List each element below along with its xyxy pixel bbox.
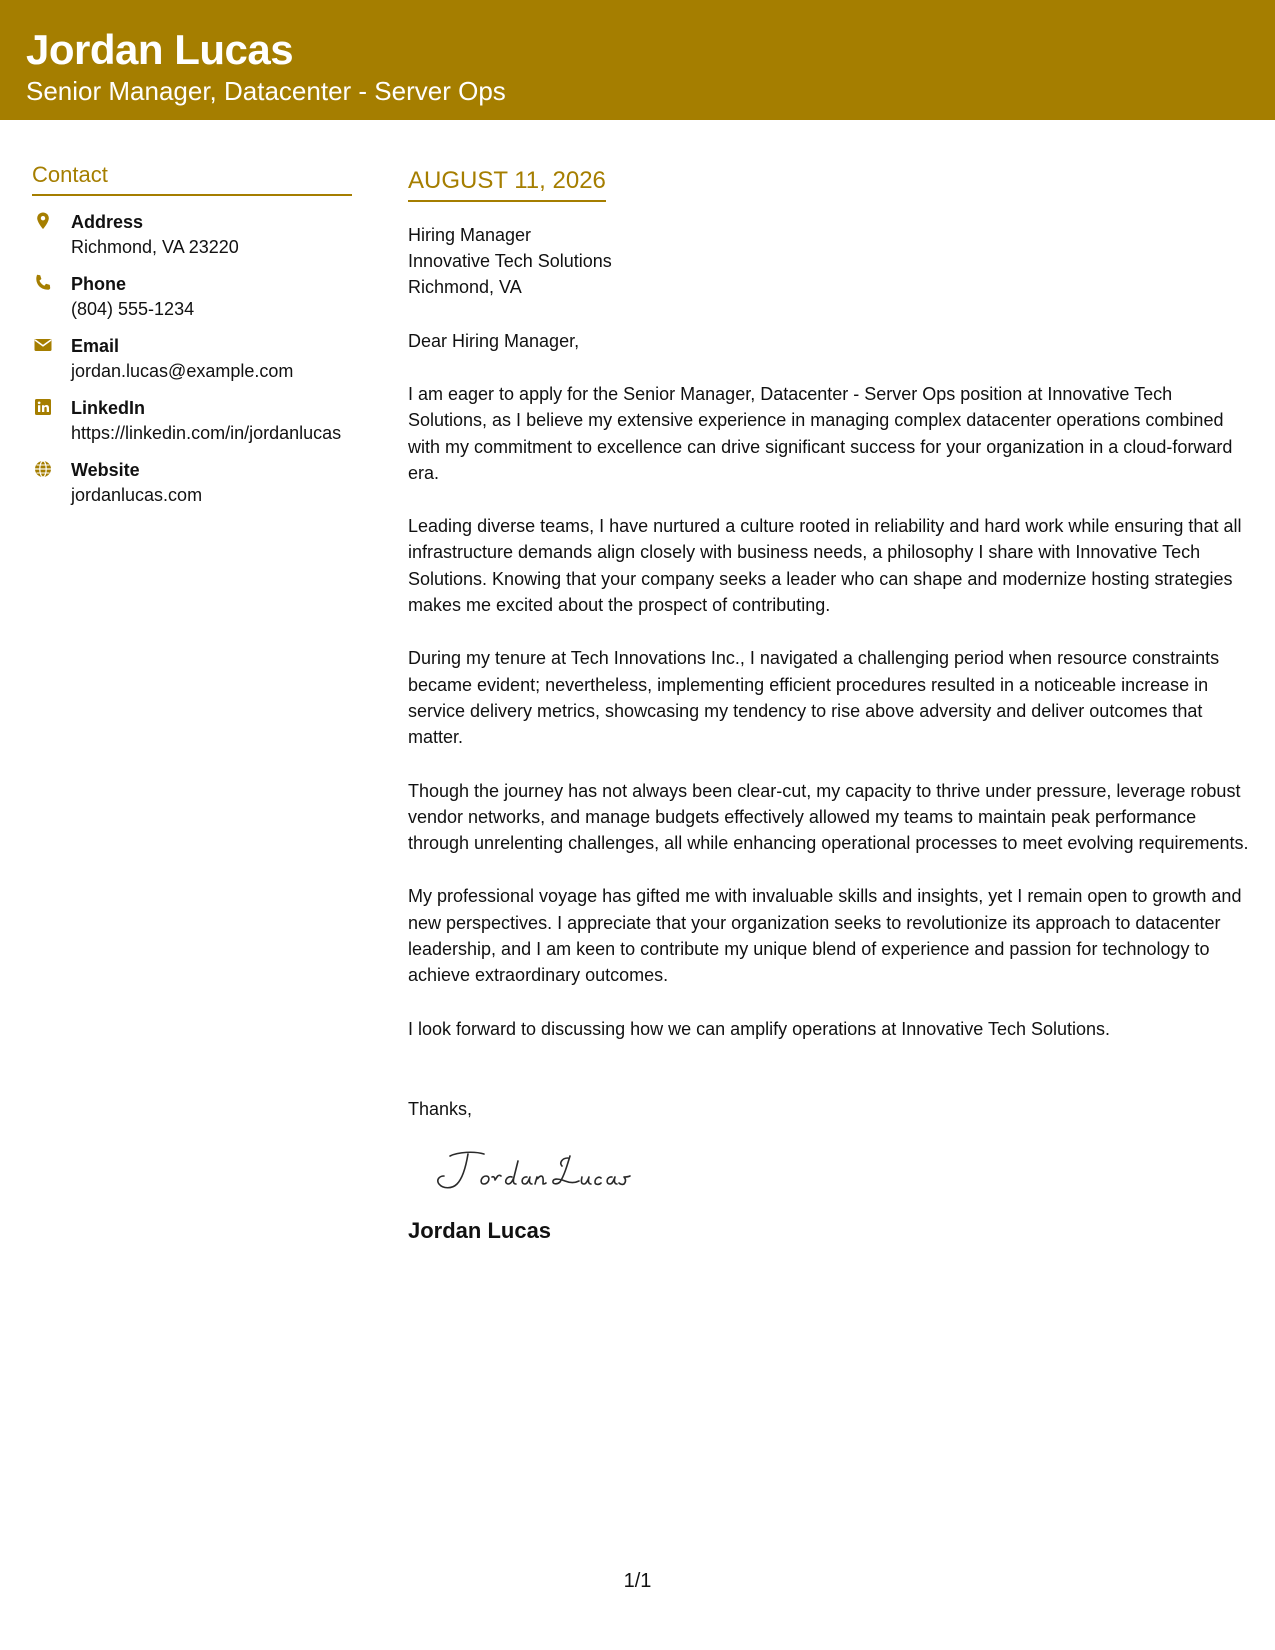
map-pin-icon <box>33 211 53 231</box>
letter-paragraph: During my tenure at Tech Innovations Inc., I navigated a challenging period when resource constraints became evident; nevertheless, implementing efficient procedures resulted in a noticeable increase in service delivery metrics, showcasing my tendency to rise above adversity and deliver outcomes that matter. <box>408 648 1220 748</box>
salutation: Dear Hiring Manager, <box>408 331 580 351</box>
applicant-role: Senior Manager, Datacenter - Server Ops <box>26 76 506 106</box>
page-number: 1/1 <box>623 1570 652 1592</box>
contact-list <box>32 210 352 508</box>
letter-date: AUGUST 11, 2026 <box>408 164 606 202</box>
contact-value: (804) 555-1234 <box>71 299 195 319</box>
contact-value[interactable]: https://linkedin.com/in/jordanlucas <box>71 423 342 443</box>
recipient-company: Innovative Tech Solutions <box>408 251 612 271</box>
contact-label: Email <box>71 336 120 356</box>
contact-item-linkedin <box>32 396 352 446</box>
contact-label: Address <box>71 212 144 232</box>
contact-label: LinkedIn <box>71 398 146 418</box>
contact-item-phone <box>32 272 352 322</box>
letter-paragraph: My professional voyage has gifted me with invaluable skills and insights, yet I remain open to growth and new perspectives. I appreciate that your organization seeks to revolutionize its approach to datacenter leadership, and I am keen to contribute my unique blend of experience and passion for technology to achieve extraordinary outcomes. <box>408 886 1242 986</box>
globe-icon <box>33 459 53 479</box>
applicant-name: Jordan Lucas <box>26 26 294 73</box>
contact-item-email <box>32 334 352 384</box>
closing: Thanks, <box>408 1098 473 1119</box>
letter-paragraph: Leading diverse teams, I have nurtured a culture rooted in reliability and hard work while ensuring that all infrastructure demands align closely with business needs, a philosophy I share with Innovative Tech Solutions. Knowing that your company seeks a leader who can shape and modernize hosting strategies makes me excited about the prospect of contributing. <box>408 516 1242 616</box>
contact-value: Richmond, VA 23220 <box>71 237 239 257</box>
letter-body <box>408 164 1253 1246</box>
contact-value[interactable]: jordan.lucas@example.com <box>71 361 294 381</box>
recipient-location: Richmond, VA <box>408 277 522 297</box>
linkedin-icon <box>33 397 53 417</box>
envelope-icon <box>33 335 53 355</box>
letter-paragraph: Though the journey has not always been clear-cut, my capacity to thrive under pressure, leverage robust vendor networks, and manage budgets effectively allowed my teams to maintain peak performance through unrelenting challenges, all while enhancing operational processes to meet evolving requirements. <box>408 780 1249 854</box>
contact-item-address <box>32 210 352 260</box>
contact-item-website <box>32 458 352 508</box>
contact-label: Phone <box>71 274 127 294</box>
phone-icon <box>33 273 53 293</box>
contact-label: Website <box>71 460 140 480</box>
contact-sidebar <box>32 160 352 520</box>
recipient-block <box>408 222 1253 300</box>
letter-paragraph: I am eager to apply for the Senior Manager, Datacenter - Server Ops position at Innovative Tech Solutions, as I believe my extensive experience in managing complex datacenter operations combined with my commitment to excellence can drive significant success for your organization in a cloud-forward era. <box>408 384 1233 483</box>
letter-paragraph: I look forward to discussing how we can amplify operations at Innovative Tech Solutions. <box>408 1018 1111 1039</box>
handwritten-signature <box>428 1144 658 1202</box>
contact-value[interactable]: jordanlucas.com <box>71 485 203 505</box>
signer-name: Jordan Lucas <box>408 1217 552 1243</box>
letter-header <box>0 0 1275 120</box>
contact-section-title: Contact <box>32 160 352 196</box>
recipient-title: Hiring Manager <box>408 225 532 245</box>
